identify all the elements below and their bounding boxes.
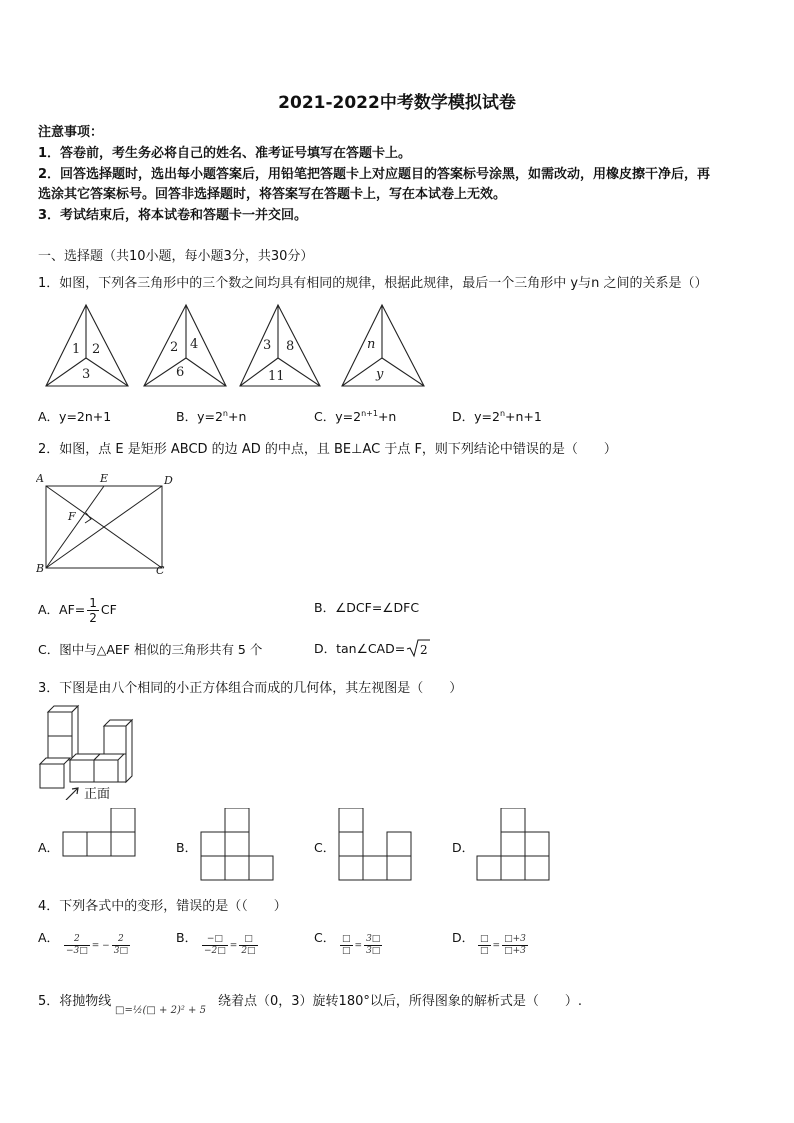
tri2-a: 2 xyxy=(170,340,179,355)
note-item: 1．答卷前，考生务必将自己的姓名、准考证号填写在答题卡上。 xyxy=(38,146,412,161)
q5-parabola-formula: □=½(□ + 2)² + 5 xyxy=(115,1005,206,1016)
q3-option-c: C． xyxy=(314,840,336,855)
q4-option-a-label: A． xyxy=(38,930,60,945)
tri4-a: n xyxy=(367,337,376,352)
q3-option-d: D． xyxy=(452,840,475,855)
q2-option-d: D．tan∠CAD= 2 xyxy=(314,638,431,661)
q4-option-c-expr: $\frac{□}{□}$ = $\frac{3□}{3□}$ xyxy=(342,934,381,956)
note-item: 选涂其它答案标号。回答非选择题时，将答案写在答题卡上，写在本试卷上无效。 xyxy=(38,187,507,202)
note-item: 2．回答选择题时，选出每小题答案后，用铅笔把答题卡上对应题目的答案标号涂黑，如需改动，用橡皮擦干净后，再 xyxy=(38,167,711,182)
q4-option-c-label: C． xyxy=(314,930,336,945)
q2-option-b: B．∠DCF=∠DFC xyxy=(314,600,420,615)
question-3-stem: 3．下图是由八个相同的小正方体组合而成的几何体，其左视图是（ ） xyxy=(38,681,463,696)
label-a: A xyxy=(36,472,44,485)
q3-option-d-figure xyxy=(476,808,552,882)
q3-option-a-figure xyxy=(62,808,138,858)
q2-rectangle-figure xyxy=(36,470,178,576)
question-2-stem: 2．如图，点 E 是矩形 ABCD 的边 AD 的中点，且 BE⊥AC 于点 F，则下列结论中错误的是（ ） xyxy=(38,442,617,457)
label-b: B xyxy=(36,562,45,575)
q3-option-c-figure xyxy=(338,808,414,882)
label-d: D xyxy=(164,474,173,487)
question-4-stem: 4．下列各式中的变形，错误的是（（ ） xyxy=(38,899,287,914)
q1-option-d: D．$y=2^n+n+1$ xyxy=(452,408,542,424)
tri1-c: 3 xyxy=(82,367,91,382)
label-c: C xyxy=(156,564,165,576)
front-view-label: 正面 xyxy=(84,787,111,802)
q4-option-d-label: D． xyxy=(452,930,475,945)
tri3-b: 8 xyxy=(286,339,295,354)
tri3-c: 11 xyxy=(268,369,285,384)
q3-option-a: A． xyxy=(38,840,60,855)
tri2-b: 4 xyxy=(190,337,199,352)
note-item: 3．考试结束后，将本试卷和答题卡一并交回。 xyxy=(38,208,308,223)
tri1-a: 1 xyxy=(72,342,81,357)
q2-option-c: C．图中与△AEF 相似的三角形共有 5 个 xyxy=(38,642,263,657)
section-heading: 一、选择题（共10小题，每小题3分，共30分） xyxy=(38,249,314,264)
tri3-a: 3 xyxy=(263,338,272,353)
question-5-stem-end: 绕着点（0，3）旋转180°以后，所得图象的解析式是（ ）. xyxy=(218,994,582,1009)
q3-option-b-figure xyxy=(200,808,276,882)
svg-text:2: 2 xyxy=(420,643,428,657)
tri1-b: 2 xyxy=(92,342,101,357)
q4-option-a-expr: $\frac{2}{-3□}$ = − $\frac{2}{3□}$ xyxy=(66,934,128,956)
label-f: F xyxy=(68,510,76,523)
label-e: E xyxy=(100,472,109,485)
q3-option-b: B． xyxy=(176,840,198,855)
q4-option-d-expr: $\frac{□}{□}$ = $\frac{□+3}{□+3}$ xyxy=(480,934,526,956)
q1-option-c: C．$y=2^{n+1}+n$ xyxy=(314,408,397,424)
q1-triangles-figure xyxy=(38,300,438,392)
tri2-c: 6 xyxy=(176,365,185,380)
page-title: 2021-2022中考数学模拟试卷 xyxy=(278,93,516,113)
notes-heading: 注意事项： xyxy=(38,125,104,140)
q1-option-b: B．$y=2^n+n$ xyxy=(176,408,247,424)
question-5-stem-start: 5．将抛物线 xyxy=(38,994,112,1009)
tri4-c: y xyxy=(376,367,384,382)
question-1-stem: 1．如图，下列各三角形中的三个数之间均具有相同的规律，根据此规律，最后一个三角形中 y与n 之间的关系是（） xyxy=(38,276,708,291)
q4-option-b-expr: $\frac{-□}{-2□}$ = $\frac{□}{2□}$ xyxy=(204,934,256,956)
q1-option-a: A．y=2n+1 xyxy=(38,409,112,424)
q4-option-b-label: B． xyxy=(176,930,198,945)
q2-option-a: A．AF= $\frac{1}{2}$ CF xyxy=(38,596,117,625)
